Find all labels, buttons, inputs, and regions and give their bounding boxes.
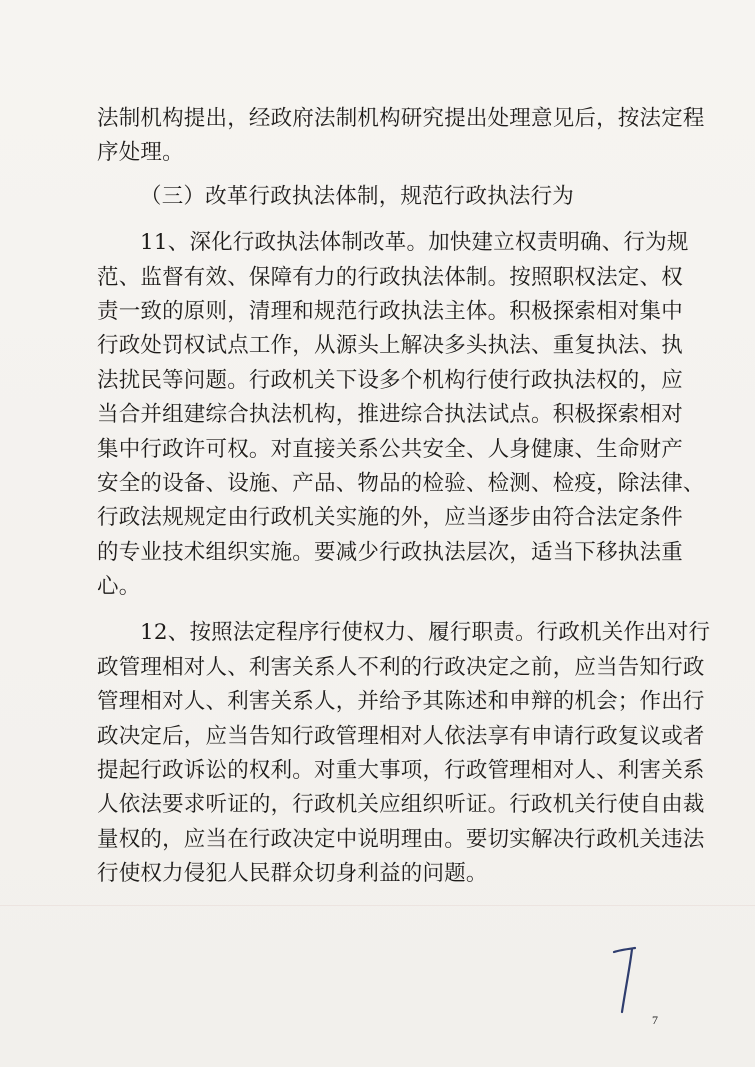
text-line: 法制机构提出，经政府法制机构研究提出处理意见后，按法定程 <box>97 106 705 131</box>
paragraph-gap <box>97 604 667 616</box>
text-line: 11、深化行政执法体制改革。加快建立权责明确、行为规 <box>140 230 689 256</box>
printed-page-number: 7 <box>652 1013 658 1027</box>
text-line: 行使权力侵犯人民群众切身利益的问题。 <box>97 861 488 887</box>
text-line: 责一致的原则，清理和规范行政执法主体。积极探索相对集中 <box>97 298 683 324</box>
text-line: 量权的，应当在行政决定中说明理由。要切实解决行政机关违法 <box>97 826 705 852</box>
text-line: 政决定后，应当告知行政管理相对人依法享有申请行政复议或者 <box>97 723 705 749</box>
body-text <box>97 102 711 892</box>
paragraph-gap <box>97 214 667 226</box>
paragraph-gap <box>97 171 667 180</box>
text-line: 政管理相对人、利害关系人不利的行政决定之前，应当告知行政 <box>97 654 705 680</box>
text-line: 行政法规规定由行政机关实施的外，应当逐步由符合法定条件 <box>97 505 683 531</box>
section-heading: （三）改革行政执法体制，规范行政执法行为 <box>140 183 575 209</box>
text-line: 12、按照法定程序行使权力、履行职责。行政机关作出对行 <box>140 620 711 646</box>
handwritten-page-number-mark <box>610 944 640 1016</box>
text-line: 提起行政诉讼的权利。对重大事项，行政管理相对人、利害关系 <box>97 758 705 784</box>
text-line: 心。 <box>97 574 141 600</box>
text-line: 序处理。 <box>97 140 184 166</box>
text-line: 集中行政许可权。对直接关系公共安全、人身健康、生命财产 <box>97 436 683 462</box>
text-line: 安全的设备、设施、产品、物品的检验、检测、检疫，除法律、 <box>97 470 705 496</box>
scan-line <box>0 905 755 906</box>
text-line: 人依法要求听证的，行政机关应组织听证。行政机关行使自由裁 <box>97 792 705 818</box>
text-line: 当合并组建综合执法机构，推进综合执法试点。积极探索相对 <box>97 402 683 428</box>
text-line: 的专业技术组织实施。要减少行政执法层次，适当下移执法重 <box>97 539 683 565</box>
text-line: 行政处罚权试点工作，从源头上解决多头执法、重复执法、执 <box>97 333 683 359</box>
text-line: 范、监督有效、保障有力的行政执法体制。按照职权法定、权 <box>97 264 683 290</box>
text-line: 管理相对人、利害关系人，并给予其陈述和申辩的机会；作出行 <box>97 689 705 715</box>
text-line: 法扰民等问题。行政机关下设多个机构行使行政执法权的，应 <box>97 367 683 393</box>
